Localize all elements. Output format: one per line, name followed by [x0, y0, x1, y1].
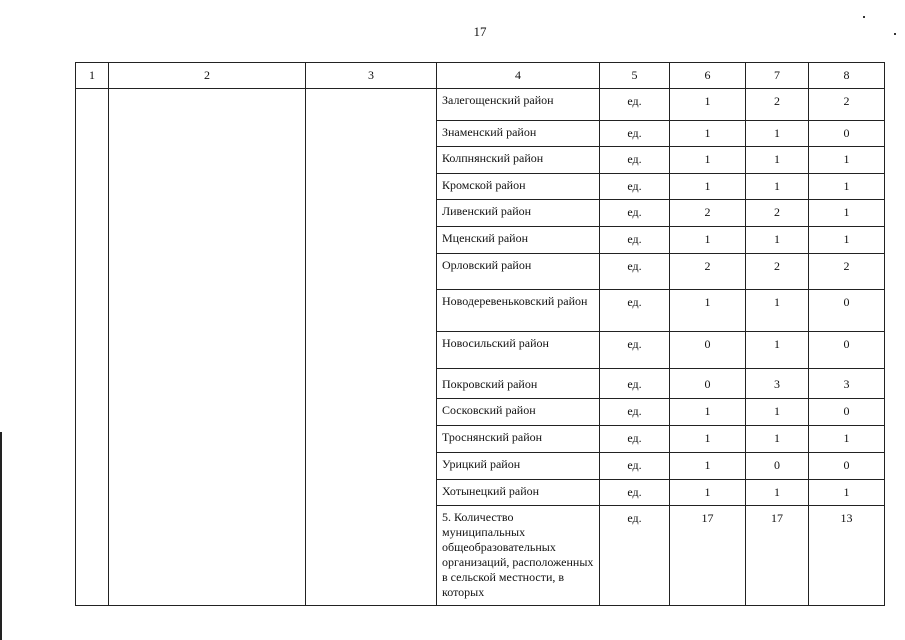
value-col-6: 17 — [670, 506, 746, 606]
district-name: Хотынецкий район — [437, 480, 600, 506]
value-col-8: 1 — [809, 147, 885, 174]
unit-cell: ед. — [600, 506, 670, 606]
value-col-7: 2 — [746, 200, 809, 227]
value-col-7: 1 — [746, 332, 809, 369]
district-name: Знаменский район — [437, 121, 600, 147]
unit-cell: ед. — [600, 147, 670, 174]
value-col-8: 13 — [809, 506, 885, 606]
indicator-table — [75, 62, 885, 606]
header-row — [76, 63, 885, 89]
district-name: Покровский район — [437, 369, 600, 399]
value-col-8: 1 — [809, 480, 885, 506]
value-col-6: 1 — [670, 227, 746, 254]
value-col-6: 2 — [670, 254, 746, 290]
district-name: Сосковский район — [437, 399, 600, 426]
unit-cell: ед. — [600, 89, 670, 121]
header-col-1: 1 — [76, 63, 109, 89]
value-col-7: 2 — [746, 89, 809, 121]
value-col-8: 1 — [809, 426, 885, 453]
unit-cell: ед. — [600, 332, 670, 369]
district-name: Орловский район — [437, 254, 600, 290]
value-col-6: 1 — [670, 174, 746, 200]
value-col-7: 1 — [746, 121, 809, 147]
value-col-6: 0 — [670, 369, 746, 399]
value-col-6: 0 — [670, 332, 746, 369]
value-col-7: 3 — [746, 369, 809, 399]
unit-cell: ед. — [600, 290, 670, 332]
unit-cell: ед. — [600, 200, 670, 227]
value-col-8: 0 — [809, 399, 885, 426]
value-col-6: 1 — [670, 147, 746, 174]
district-name: Кромской район — [437, 174, 600, 200]
unit-cell: ед. — [600, 480, 670, 506]
scan-speck — [894, 33, 896, 35]
table-row — [76, 89, 885, 121]
value-col-8: 0 — [809, 332, 885, 369]
scan-edge-line — [0, 432, 2, 640]
unit-cell: ед. — [600, 121, 670, 147]
value-col-8: 0 — [809, 290, 885, 332]
value-col-7: 17 — [746, 506, 809, 606]
indicator-name: 5. Количество муниципальных общеобразовательных организаций, расположенных в сельской местности, в которых — [437, 506, 600, 606]
value-col-6: 1 — [670, 121, 746, 147]
value-col-7: 1 — [746, 147, 809, 174]
unit-cell: ед. — [600, 227, 670, 254]
header-col-3: 3 — [306, 63, 437, 89]
value-col-7: 1 — [746, 426, 809, 453]
district-name: Троснянский район — [437, 426, 600, 453]
value-col-8: 0 — [809, 453, 885, 480]
value-col-6: 2 — [670, 200, 746, 227]
value-col-6: 1 — [670, 453, 746, 480]
district-name: Колпнянский район — [437, 147, 600, 174]
value-col-7: 0 — [746, 453, 809, 480]
header-col-6: 6 — [670, 63, 746, 89]
value-col-7: 1 — [746, 399, 809, 426]
district-name: Новосильский район — [437, 332, 600, 369]
unit-cell: ед. — [600, 254, 670, 290]
value-col-6: 1 — [670, 480, 746, 506]
header-col-5: 5 — [600, 63, 670, 89]
unit-cell: ед. — [600, 453, 670, 480]
district-name: Урицкий район — [437, 453, 600, 480]
district-name: Залегощенский район — [437, 89, 600, 121]
value-col-8: 1 — [809, 174, 885, 200]
unit-cell: ед. — [600, 174, 670, 200]
header-col-2: 2 — [109, 63, 306, 89]
unit-cell: ед. — [600, 426, 670, 453]
value-col-7: 2 — [746, 254, 809, 290]
district-name: Ливенский район — [437, 200, 600, 227]
value-col-7: 1 — [746, 227, 809, 254]
value-col-6: 1 — [670, 290, 746, 332]
value-col-6: 1 — [670, 426, 746, 453]
value-col-6: 1 — [670, 399, 746, 426]
merged-col-2 — [109, 89, 306, 606]
page-number: 17 — [473, 24, 487, 39]
value-col-6: 1 — [670, 89, 746, 121]
unit-cell: ед. — [600, 399, 670, 426]
header-col-4: 4 — [437, 63, 600, 89]
header-col-7: 7 — [746, 63, 809, 89]
district-name: Новодеревеньковский район — [437, 290, 600, 332]
value-col-7: 1 — [746, 290, 809, 332]
value-col-7: 1 — [746, 174, 809, 200]
value-col-8: 3 — [809, 369, 885, 399]
value-col-7: 1 — [746, 480, 809, 506]
merged-col-1 — [76, 89, 109, 606]
value-col-8: 1 — [809, 200, 885, 227]
value-col-8: 2 — [809, 254, 885, 290]
district-name: Мценский район — [437, 227, 600, 254]
merged-col-3 — [306, 89, 437, 606]
unit-cell: ед. — [600, 369, 670, 399]
scan-speck — [863, 16, 865, 18]
header-col-8: 8 — [809, 63, 885, 89]
value-col-8: 1 — [809, 227, 885, 254]
value-col-8: 0 — [809, 121, 885, 147]
value-col-8: 2 — [809, 89, 885, 121]
